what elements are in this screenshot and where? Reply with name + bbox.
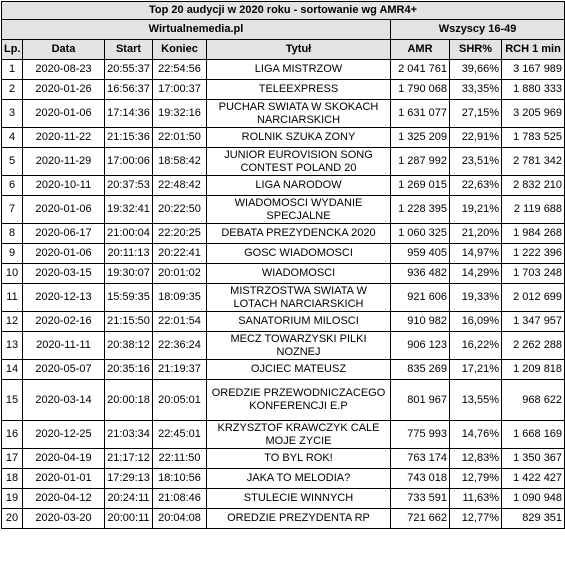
table-row: [2, 80, 565, 100]
cell-amr: 910 982: [391, 312, 450, 332]
cell-date: 2020-10-11: [23, 176, 105, 196]
cell-start: 16:56:37: [105, 80, 153, 100]
cell-title: GOSC WIADOMOSCI: [207, 244, 391, 264]
cell-shr: 11,63%: [450, 489, 502, 509]
cell-date: 2020-01-06: [23, 244, 105, 264]
cell-lp: 20: [2, 509, 23, 529]
cell-start: 21:03:34: [105, 421, 153, 449]
table-row: [2, 196, 565, 224]
cell-title: TELEEXPRESS: [207, 80, 391, 100]
cell-start: 20:24:11: [105, 489, 153, 509]
header-amr: AMR: [391, 40, 450, 60]
cell-shr: 33,35%: [450, 80, 502, 100]
cell-start: 20:37:53: [105, 176, 153, 196]
cell-rch: 968 622: [502, 380, 565, 421]
table-row: [2, 509, 565, 529]
cell-date: 2020-04-12: [23, 489, 105, 509]
cell-date: 2020-12-25: [23, 421, 105, 449]
table-row: [2, 176, 565, 196]
cell-rch: 1 422 427: [502, 469, 565, 489]
cell-end: 22:36:24: [153, 332, 207, 360]
cell-end: 22:45:01: [153, 421, 207, 449]
cell-title: LIGA MISTRZOW: [207, 60, 391, 80]
cell-shr: 14,29%: [450, 264, 502, 284]
cell-lp: 3: [2, 100, 23, 128]
cell-amr: 1 325 209: [391, 128, 450, 148]
cell-rch: 1 668 169: [502, 421, 565, 449]
cell-date: 2020-11-22: [23, 128, 105, 148]
table-row: [2, 421, 565, 449]
cell-date: 2020-08-23: [23, 60, 105, 80]
cell-amr: 763 174: [391, 449, 450, 469]
cell-amr: 959 405: [391, 244, 450, 264]
cell-date: 2020-01-01: [23, 469, 105, 489]
cell-lp: 1: [2, 60, 23, 80]
cell-amr: 743 018: [391, 469, 450, 489]
cell-rch: 1 222 396: [502, 244, 565, 264]
cell-start: 15:59:35: [105, 284, 153, 312]
cell-amr: 733 591: [391, 489, 450, 509]
cell-rch: 2 832 210: [502, 176, 565, 196]
cell-title: SANATORIUM MILOSCI: [207, 312, 391, 332]
cell-end: 18:09:35: [153, 284, 207, 312]
cell-rch: 1 984 268: [502, 224, 565, 244]
cell-amr: 1 631 077: [391, 100, 450, 128]
header-lp: Lp.: [2, 40, 23, 60]
cell-rch: 1 703 248: [502, 264, 565, 284]
cell-end: 20:01:02: [153, 264, 207, 284]
cell-rch: 1 783 525: [502, 128, 565, 148]
table-row: [2, 128, 565, 148]
table-row: [2, 380, 565, 421]
cell-rch: 1 350 367: [502, 449, 565, 469]
cell-amr: 2 041 761: [391, 60, 450, 80]
cell-date: 2020-01-06: [23, 100, 105, 128]
cell-date: 2020-03-15: [23, 264, 105, 284]
cell-date: 2020-11-11: [23, 332, 105, 360]
cell-start: 21:15:36: [105, 128, 153, 148]
cell-title: WIADOMOSCI WYDANIE SPECJALNE: [207, 196, 391, 224]
cell-end: 22:11:50: [153, 449, 207, 469]
cell-shr: 13,55%: [450, 380, 502, 421]
cell-amr: 1 287 992: [391, 148, 450, 176]
table-row: [2, 312, 565, 332]
cell-amr: 1 790 068: [391, 80, 450, 100]
cell-rch: 2 781 342: [502, 148, 565, 176]
cell-lp: 16: [2, 421, 23, 449]
cell-end: 21:08:46: [153, 489, 207, 509]
header-tytul: Tytuł: [207, 40, 391, 60]
cell-end: 20:22:50: [153, 196, 207, 224]
cell-lp: 14: [2, 360, 23, 380]
cell-rch: 3 167 989: [502, 60, 565, 80]
cell-date: 2020-12-13: [23, 284, 105, 312]
source-label: Wirtualnemedia.pl: [2, 20, 391, 40]
cell-date: 2020-04-19: [23, 449, 105, 469]
cell-date: 2020-03-14: [23, 380, 105, 421]
cell-rch: 829 351: [502, 509, 565, 529]
cell-amr: 906 123: [391, 332, 450, 360]
cell-start: 20:35:16: [105, 360, 153, 380]
cell-start: 17:29:13: [105, 469, 153, 489]
cell-amr: 921 606: [391, 284, 450, 312]
ratings-table: [1, 1, 565, 529]
cell-start: 21:15:50: [105, 312, 153, 332]
table-row: [2, 469, 565, 489]
cell-lp: 17: [2, 449, 23, 469]
table-row: [2, 332, 565, 360]
table-row: [2, 148, 565, 176]
cell-rch: 1 880 333: [502, 80, 565, 100]
cell-lp: 15: [2, 380, 23, 421]
cell-start: 20:11:13: [105, 244, 153, 264]
cell-title: OREDZIE PREZYDENTA RP: [207, 509, 391, 529]
table-row: [2, 224, 565, 244]
cell-start: 20:55:37: [105, 60, 153, 80]
table-title: Top 20 audycji w 2020 roku - sortowanie wg AMR4+: [2, 2, 565, 20]
cell-lp: 6: [2, 176, 23, 196]
cell-rch: 2 012 699: [502, 284, 565, 312]
cell-shr: 12,83%: [450, 449, 502, 469]
cell-lp: 7: [2, 196, 23, 224]
cell-start: 20:00:18: [105, 380, 153, 421]
cell-rch: 1 347 957: [502, 312, 565, 332]
cell-end: 19:32:16: [153, 100, 207, 128]
cell-amr: 775 993: [391, 421, 450, 449]
cell-shr: 39,66%: [450, 60, 502, 80]
table-row: [2, 449, 565, 469]
cell-start: 17:00:06: [105, 148, 153, 176]
cell-lp: 13: [2, 332, 23, 360]
cell-title: OREDZIE PRZEWODNICZACEGO KONFERENCJI E.P: [207, 380, 391, 421]
cell-amr: 721 662: [391, 509, 450, 529]
header-row: [2, 40, 565, 60]
cell-title: STULECIE WINNYCH: [207, 489, 391, 509]
header-start: Start: [105, 40, 153, 60]
cell-shr: 14,76%: [450, 421, 502, 449]
cell-lp: 10: [2, 264, 23, 284]
cell-title: LIGA NARODOW: [207, 176, 391, 196]
cell-shr: 19,21%: [450, 196, 502, 224]
cell-title: DEBATA PREZYDENCKA 2020: [207, 224, 391, 244]
cell-lp: 4: [2, 128, 23, 148]
cell-end: 22:20:25: [153, 224, 207, 244]
cell-title: KRZYSZTOF KRAWCZYK CALE MOJE ZYCIE: [207, 421, 391, 449]
cell-date: 2020-06-17: [23, 224, 105, 244]
cell-title: TO BYL ROK!: [207, 449, 391, 469]
cell-lp: 18: [2, 469, 23, 489]
cell-lp: 11: [2, 284, 23, 312]
cell-shr: 23,51%: [450, 148, 502, 176]
cell-end: 17:00:37: [153, 80, 207, 100]
cell-lp: 19: [2, 489, 23, 509]
cell-shr: 17,21%: [450, 360, 502, 380]
cell-lp: 12: [2, 312, 23, 332]
table-row: [2, 284, 565, 312]
source-row: [2, 20, 565, 40]
cell-end: 21:19:37: [153, 360, 207, 380]
cell-date: 2020-02-16: [23, 312, 105, 332]
cell-start: 21:17:12: [105, 449, 153, 469]
cell-date: 2020-11-29: [23, 148, 105, 176]
cell-shr: 22,91%: [450, 128, 502, 148]
cell-title: JAKA TO MELODIA?: [207, 469, 391, 489]
target-group-label: Wszyscy 16-49: [391, 20, 565, 40]
table-row: [2, 264, 565, 284]
cell-shr: 12,77%: [450, 509, 502, 529]
cell-end: 18:10:56: [153, 469, 207, 489]
table-row: [2, 60, 565, 80]
cell-title: MISTRZOSTWA SWIATA W LOTACH NARCIARSKICH: [207, 284, 391, 312]
cell-title: JUNIOR EUROVISION SONG CONTEST POLAND 20: [207, 148, 391, 176]
cell-date: 2020-01-06: [23, 196, 105, 224]
cell-amr: 936 482: [391, 264, 450, 284]
cell-end: 18:58:42: [153, 148, 207, 176]
cell-start: 21:00:04: [105, 224, 153, 244]
cell-start: 20:38:12: [105, 332, 153, 360]
cell-shr: 21,20%: [450, 224, 502, 244]
cell-shr: 22,63%: [450, 176, 502, 196]
cell-start: 20:00:11: [105, 509, 153, 529]
cell-shr: 19,33%: [450, 284, 502, 312]
cell-lp: 2: [2, 80, 23, 100]
cell-lp: 5: [2, 148, 23, 176]
header-rch: RCH 1 min: [502, 40, 565, 60]
cell-amr: 1 269 015: [391, 176, 450, 196]
table-row: [2, 360, 565, 380]
cell-rch: 1 209 818: [502, 360, 565, 380]
cell-title: OJCIEC MATEUSZ: [207, 360, 391, 380]
cell-lp: 8: [2, 224, 23, 244]
cell-end: 20:04:08: [153, 509, 207, 529]
cell-date: 2020-05-07: [23, 360, 105, 380]
cell-date: 2020-03-20: [23, 509, 105, 529]
table-row: [2, 100, 565, 128]
cell-rch: 1 090 948: [502, 489, 565, 509]
cell-title: MECZ TOWARZYSKI PILKI NOZNEJ: [207, 332, 391, 360]
cell-amr: 835 269: [391, 360, 450, 380]
cell-end: 20:05:01: [153, 380, 207, 421]
cell-amr: 1 060 325: [391, 224, 450, 244]
table-title-row: [2, 2, 565, 20]
table-row: [2, 244, 565, 264]
cell-amr: 1 228 395: [391, 196, 450, 224]
cell-title: PUCHAR SWIATA W SKOKACH NARCIARSKICH: [207, 100, 391, 128]
cell-title: WIADOMOSCI: [207, 264, 391, 284]
cell-shr: 27,15%: [450, 100, 502, 128]
cell-title: ROLNIK SZUKA ZONY: [207, 128, 391, 148]
cell-end: 22:01:54: [153, 312, 207, 332]
cell-end: 22:54:56: [153, 60, 207, 80]
cell-rch: 3 205 969: [502, 100, 565, 128]
cell-shr: 16,22%: [450, 332, 502, 360]
header-koniec: Koniec: [153, 40, 207, 60]
cell-start: 17:14:36: [105, 100, 153, 128]
cell-rch: 2 119 688: [502, 196, 565, 224]
cell-shr: 16,09%: [450, 312, 502, 332]
cell-rch: 2 262 288: [502, 332, 565, 360]
cell-amr: 801 967: [391, 380, 450, 421]
cell-end: 22:48:42: [153, 176, 207, 196]
cell-shr: 14,97%: [450, 244, 502, 264]
header-shr: SHR%: [450, 40, 502, 60]
cell-start: 19:32:41: [105, 196, 153, 224]
cell-date: 2020-01-26: [23, 80, 105, 100]
cell-end: 20:22:41: [153, 244, 207, 264]
cell-shr: 12,79%: [450, 469, 502, 489]
cell-start: 19:30:07: [105, 264, 153, 284]
header-data: Data: [23, 40, 105, 60]
cell-end: 22:01:50: [153, 128, 207, 148]
table-row: [2, 489, 565, 509]
cell-lp: 9: [2, 244, 23, 264]
